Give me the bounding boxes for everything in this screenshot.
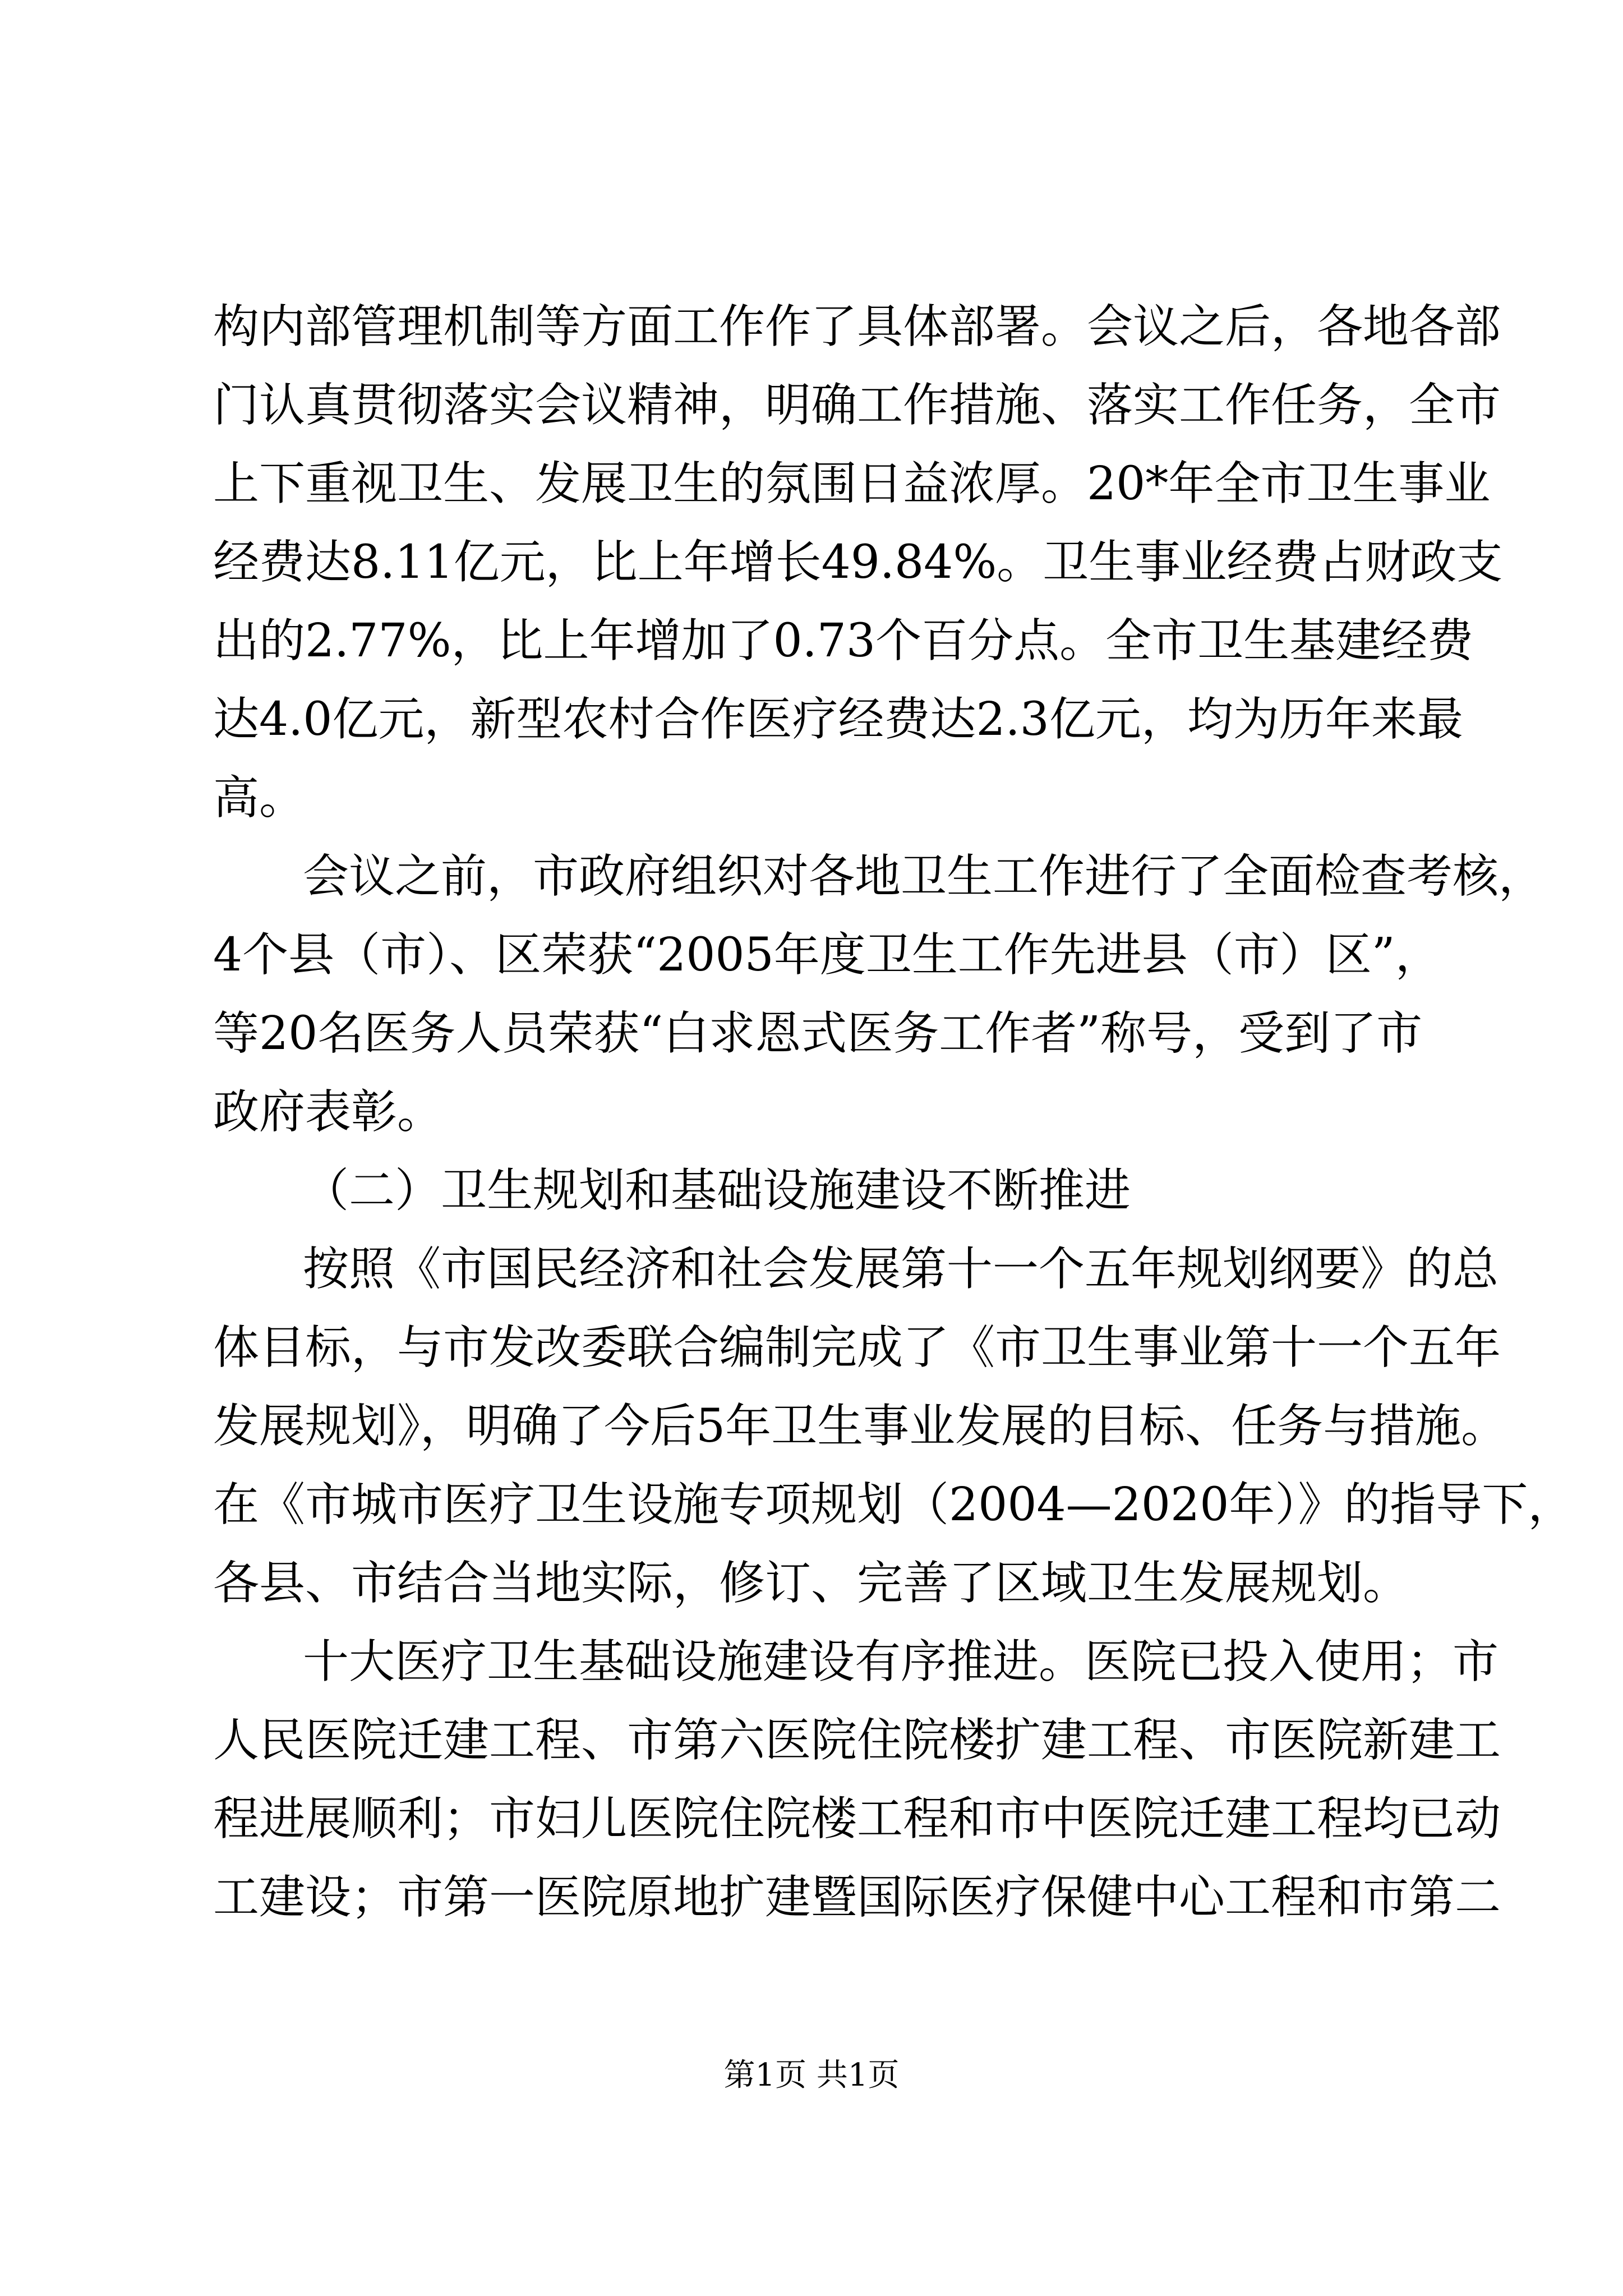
paragraph-4-line-3: 程进展顺利；市妇儿医院住院楼工程和市中医院迁建工程均已动: [213, 1792, 1501, 1846]
paragraph-4-line-1: 十大医疗卫生基础设施建设有序推进。医院已投入使用；市: [303, 1635, 1499, 1688]
page-footer: 第1页 共1页: [723, 2057, 900, 2093]
paragraph-3-line-4: 在《市城市医疗卫生设施专项规划（2004—2020年）》的指导下，: [213, 1478, 1574, 1531]
text-line-5: 出的2.77%，比上年增加了0.73个百分点。全市卫生基建经费: [213, 614, 1474, 668]
text-line-1: 构内部管理机制等方面工作作了具体部署。会议之后，各地各部: [213, 300, 1501, 353]
paragraph-3-line-1: 按照《市国民经济和社会发展第十一个五年规划纲要》的总: [303, 1243, 1499, 1296]
paragraph-4-line-4: 工建设；市第一医院原地扩建暨国际医疗保健中心工程和市第二: [213, 1871, 1501, 1924]
text-line-2: 门认真贯彻落实会议精神，明确工作措施、落实工作任务，全市: [213, 379, 1501, 432]
paragraph-3-line-3: 发展规划》，明确了今后5年卫生事业发展的目标、任务与措施。: [213, 1400, 1507, 1453]
section-heading: （二）卫生规划和基础设施建设不断推进: [303, 1164, 1131, 1217]
paragraph-3-line-5: 各县、市结合当地实际，修订、完善了区域卫生发展规划。: [213, 1557, 1409, 1610]
text-line-3: 上下重视卫生、发展卫生的氛围日益浓厚。20*年全市卫生事业: [213, 457, 1491, 510]
text-line-4: 经费达8.11亿元，比上年增长49.84%。卫生事业经费占财政支: [213, 536, 1503, 589]
paragraph-2-line-2: 4个县（市）、区荣获“2005年度卫生工作先进县（市）区”，: [213, 928, 1441, 982]
paragraph-4-line-2: 人民医院迁建工程、市第六医院住院楼扩建工程、市医院新建工: [213, 1714, 1501, 1767]
text-line-6: 达4.0亿元，新型农村合作医疗经费达2.3亿元，均为历年来最: [213, 693, 1463, 746]
paragraph-3-line-2: 体目标，与市发改委联合编制完成了《市卫生事业第十一个五年: [213, 1321, 1501, 1374]
paragraph-2-line-4: 政府表彰。: [213, 1085, 444, 1139]
text-line-7: 高。: [213, 771, 306, 825]
paragraph-2-line-1: 会议之前，市政府组织对各地卫生工作进行了全面检查考核，: [303, 850, 1545, 903]
paragraph-2-line-3: 等20名医务人员荣获“白求恩式医务工作者”称号，受到了市: [213, 1007, 1423, 1060]
